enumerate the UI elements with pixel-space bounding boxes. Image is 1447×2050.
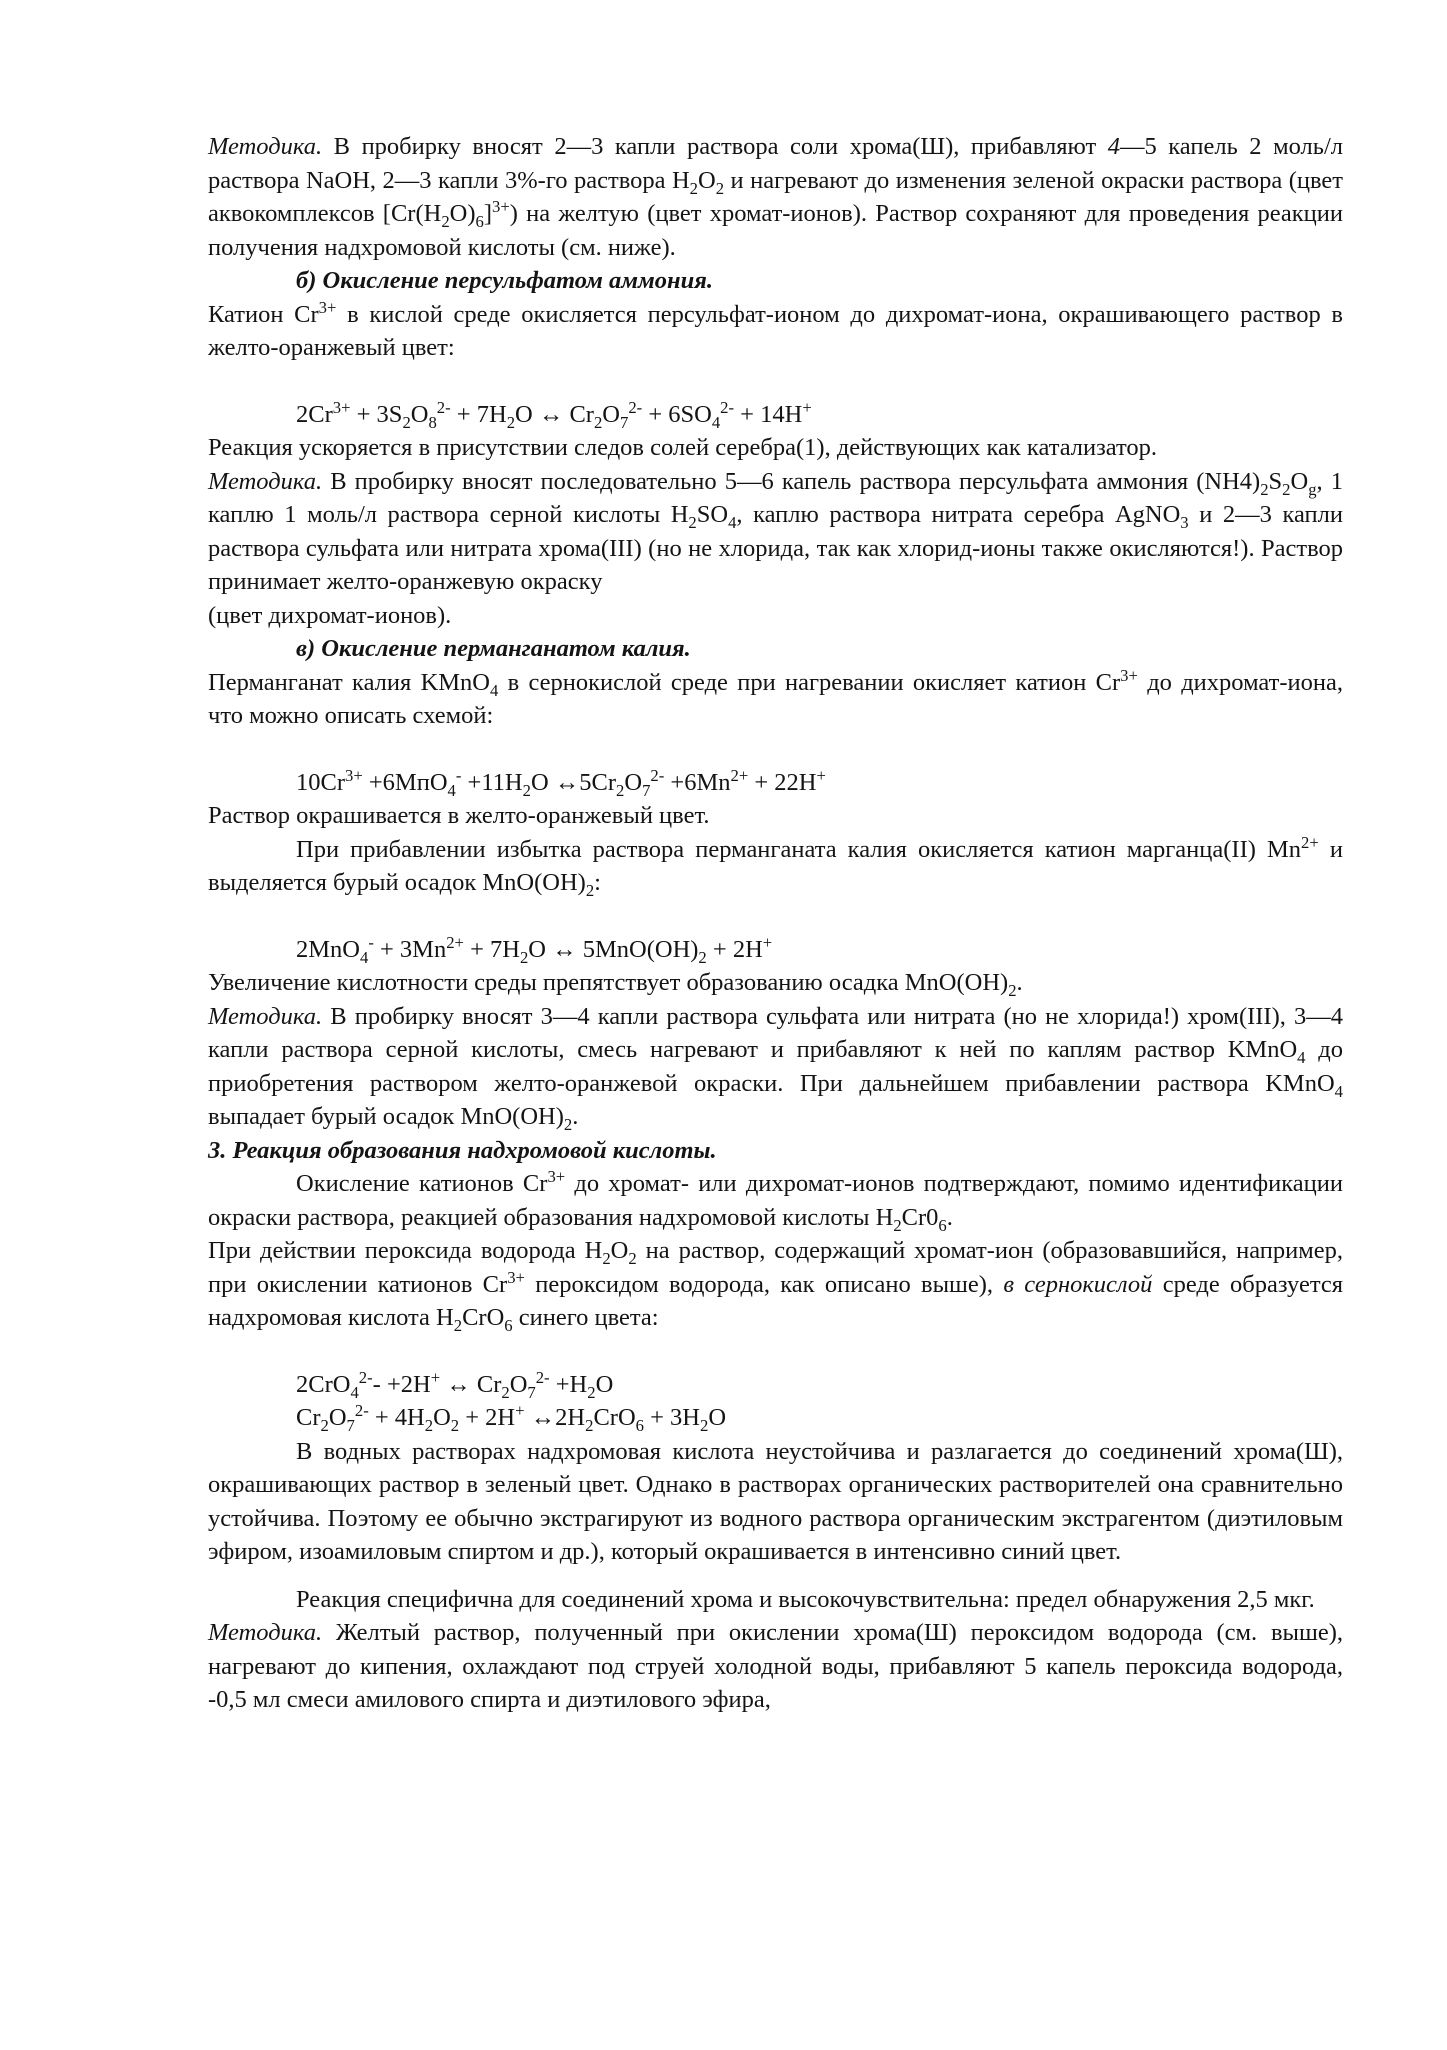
text-run: Реакция специфична для соединений хрома и высокочувствительна: предел обнаружения 2,5 мкг. — [296, 1585, 1315, 1613]
text-run: O — [410, 400, 429, 428]
text-run: O — [610, 1237, 629, 1264]
subscript: 2 — [585, 1415, 594, 1435]
text-run: + 4H — [368, 1404, 425, 1431]
superscript: - — [455, 765, 462, 785]
superscript: + — [802, 397, 812, 417]
text-run: —5 капель 2 моль/л раствора NaOH, 2—3 капли 3%-го раствора H — [208, 133, 1343, 194]
text-run: Окисление катионов Cr — [296, 1170, 548, 1197]
text-run: , каплю раствора нитрата серебра AgNO — [736, 501, 1181, 528]
superscript: 2+ — [1301, 832, 1319, 852]
paragraph — [208, 666, 1343, 733]
superscript: 2+ — [730, 765, 749, 785]
text-run: на раствор, содержащий хромат-ион (образовавшийся, например, при окислении катионов Cr — [208, 1237, 1343, 1298]
superscript: + — [762, 932, 773, 952]
text-run: среде образуется надхромовая кислота H — [208, 1270, 1343, 1331]
subscript: 2 — [320, 1415, 329, 1435]
text-run: Cr — [296, 1404, 321, 1431]
text-run: . — [1016, 969, 1023, 996]
subscript: 2 — [602, 1248, 611, 1268]
text-run: + 3Mn — [373, 935, 447, 963]
text-run: (цвет дихромат-ионов). — [208, 601, 452, 629]
text-run: синего цвета: — [512, 1304, 659, 1331]
text-run: до дихромат-иона, что можно описать схемой: — [208, 668, 1343, 729]
superscript: 2+ — [446, 932, 464, 952]
superscript: 3+ — [332, 397, 351, 417]
superscript: + — [816, 765, 826, 785]
text-run: до хромат- или дихромат-ионов подтверждают, помимо идентификации окраски раствора, реакцией образования надхромовой кислоты H — [208, 1170, 1343, 1231]
text-run: 10Cr — [296, 768, 345, 796]
text-run: до приобретения раствором желто-оранжевой окраски. При дальнейшем прибавлении раствора KMnO — [208, 1036, 1343, 1097]
text-run: O — [602, 400, 620, 428]
text-run: +H — [549, 1370, 588, 1398]
superscript: 2- — [358, 1367, 373, 1387]
subscript: 6 — [635, 1415, 644, 1435]
subscript: 2 — [563, 1114, 573, 1134]
subscript: 2 — [1260, 479, 1269, 499]
subscript: 4 — [711, 412, 721, 432]
subscript: 7 — [527, 1382, 536, 1402]
text-run: O — [1290, 467, 1309, 495]
subscript: 2 — [453, 1315, 463, 1335]
text-run: S — [1268, 467, 1283, 495]
subscript: 2 — [519, 947, 529, 967]
text-run: +11H — [461, 768, 523, 796]
paragraph — [208, 799, 1343, 833]
subscript: 4 — [447, 780, 456, 800]
text-run: и нагревают до изменения зеленой окраски раствора (цвет аквокомплексов [Cr(H — [208, 166, 1343, 227]
subscript: 2 — [506, 412, 516, 432]
text-run: В пробирку вносят последовательно 5—6 капель раствора персульфата аммония (NH4) — [322, 467, 1261, 495]
text-run: : — [594, 869, 601, 896]
paragraph — [208, 1583, 1343, 1617]
text-run: O — [433, 1404, 451, 1431]
section-heading — [208, 632, 1343, 666]
text-run: При прибавлении избытка раствора перманганата калия окисляется катион марганца(II) Mn — [296, 835, 1302, 863]
text-run: , 1 каплю 1 моль/л раствора серной кислоты H — [208, 467, 1343, 528]
text-run: Раствор окрашивается в желто-оранжевый цвет. — [208, 802, 710, 829]
text-run: 2CrO — [296, 1370, 351, 1398]
text-run: - +2H — [372, 1370, 431, 1398]
text-run: в кислой среде окисляется персульфат-ионом до дихромат-иона, окрашивающего раствор в желто-оранжевый цвет: — [208, 300, 1343, 361]
paragraph — [208, 966, 1343, 1000]
equation — [208, 1368, 1343, 1402]
text-run: O — [624, 768, 643, 796]
superscript: 2- — [628, 397, 643, 417]
text-run: O ↔ Cr — [515, 400, 594, 428]
superscript: 3+ — [492, 196, 510, 216]
text-run: Методика. — [208, 467, 323, 495]
spacer — [208, 1335, 1343, 1368]
text-run: Перманганат калия KMnO — [208, 668, 490, 696]
subscript: 8 — [428, 412, 437, 432]
subscript: 2 — [587, 1382, 596, 1402]
subscript: 2 — [616, 780, 625, 800]
text-run: O ↔5Cr — [530, 768, 617, 796]
text-run: O — [595, 1370, 614, 1398]
text-run: в) Окисление перманганатом калия. — [296, 635, 691, 662]
subscript: 6 — [938, 1215, 947, 1235]
subscript: 3 — [1180, 512, 1189, 532]
equation — [208, 766, 1343, 800]
spacer — [208, 1569, 1343, 1583]
text-run: . — [572, 1103, 579, 1130]
subscript: 2 — [402, 412, 411, 432]
subscript: 2 — [1282, 479, 1291, 499]
equation — [208, 1401, 1343, 1435]
text-run: SO — [696, 501, 729, 528]
paragraph — [208, 1435, 1343, 1569]
subscript: 2 — [441, 211, 450, 231]
subscript: 2 — [628, 1248, 637, 1268]
text-run: б) Окисление персульфатом аммония. — [296, 267, 714, 294]
subscript: 4 — [1334, 1081, 1343, 1101]
subscript: 7 — [346, 1415, 355, 1435]
subscript: 4 — [359, 947, 369, 967]
subscript: 6 — [504, 1315, 513, 1335]
text-run: ↔ Cr — [440, 1370, 502, 1398]
superscript: 2- — [436, 397, 451, 417]
text-run: + 14H — [734, 400, 803, 428]
subscript: 2 — [501, 1382, 510, 1402]
spacer — [208, 733, 1343, 766]
superscript: 2- — [720, 397, 735, 417]
section-heading — [208, 264, 1343, 298]
subscript: 2 — [893, 1215, 902, 1235]
text-run: 2Cr — [296, 400, 333, 428]
text-run: и 2—3 капли раствора сульфата или нитрата хрома(III) (но не хлорида, так как хлорид-ионы также окисляются!). Раствор принимает желто-оранжевую окраску — [208, 501, 1343, 595]
subscript: 7 — [620, 412, 629, 432]
text-run: В пробирку вносят 3—4 капли раствора сульфата или нитрата (но не хлорида!) хром(III), 3—4 капли раствора серной кислоты, смесь нагревают и прибавляют к ней по каплям раствор KMnO — [208, 1002, 1343, 1063]
subscript: 2 — [593, 412, 603, 432]
text-run: Методика. — [208, 1619, 323, 1646]
superscript: 2- — [650, 765, 665, 785]
paragraph — [208, 431, 1343, 465]
text-run: Желтый раствор, полученный при окислении хрома(Ш) пероксидом водорода (см. выше), нагревают до кипения, охлаждают под струей холодной воды, прибавляют 5 капель пероксида водорода, -0,5 мл смеси амилового спирта и диэтилового эфира, — [208, 1619, 1343, 1713]
text-run: 2MnO — [296, 935, 360, 963]
text-run: + 2H — [459, 1404, 516, 1431]
paragraph — [208, 1234, 1343, 1335]
text-run: + 7H — [450, 400, 507, 428]
text-run: В пробирку вносят 2—3 капли раствора соли хрома(Ш), прибавляют — [322, 133, 1108, 160]
text-run: Реакция ускоряется в присутствии следов солей серебра(1), действующих как катализатор. — [208, 434, 1158, 461]
section-heading — [208, 1134, 1343, 1168]
text-run: 3. Реакция образования надхромовой кислоты. — [208, 1136, 717, 1164]
text-run: выпадает бурый осадок MnO(OH) — [208, 1103, 564, 1130]
text-run: O) — [449, 200, 476, 227]
superscript: 2- — [535, 1367, 550, 1387]
subscript: 4 — [728, 512, 737, 532]
text-run: Методика. — [208, 1002, 323, 1030]
text-run: Увеличение кислотности среды препятствует образованию осадка MnO(OH) — [208, 969, 1009, 996]
equation — [208, 933, 1343, 967]
text-run: 4 — [1107, 133, 1120, 160]
superscript: + — [515, 1400, 525, 1420]
text-run: + 3H — [643, 1404, 700, 1431]
superscript: 3+ — [547, 1166, 566, 1186]
text-run: CrO — [462, 1304, 505, 1331]
text-run: Методика. — [208, 133, 323, 160]
subscript: 2 — [688, 512, 697, 532]
text-run: Cr0 — [901, 1203, 939, 1231]
subscript: 2 — [585, 880, 595, 900]
text-run: + 3S — [350, 400, 403, 428]
superscript: 3+ — [318, 297, 337, 317]
subscript: 2 — [1008, 980, 1017, 1000]
text-run: Катион Cr — [208, 300, 319, 328]
text-run: . — [946, 1203, 953, 1231]
text-run: ) на желтую (цвет хромат-ионов). Раствор сохраняют для проведения реакции получения надхромовой кислоты (см. ниже). — [208, 200, 1343, 261]
text-run: в сернокислой среде при нагревании окисляет катион Cr — [498, 668, 1121, 696]
equation — [208, 398, 1343, 432]
text-run: в сернокислой — [1003, 1270, 1153, 1298]
spacer — [208, 900, 1343, 933]
text-run: + 7H — [463, 935, 520, 963]
text-run: ↔2H — [524, 1404, 586, 1431]
superscript: + — [430, 1367, 441, 1387]
text-run: O — [509, 1370, 528, 1398]
text-run: O — [697, 166, 716, 194]
text-run: + 6SO — [642, 400, 712, 428]
subscript: 2 — [522, 780, 531, 800]
text-run: При действии пероксида водорода H — [208, 1237, 603, 1264]
paragraph — [208, 130, 1343, 264]
text-run: В водных растворах надхромовая кислота неустойчива и разлагается до соединений хрома(Ш), окрашивающих раствор в зеленый цвет. Однако в растворах органических растворителей она сравнительно устойчива. Поэтому ее обычно экстрагируют из водного раствора органическим экстрагентом (диэтиловым эфиром, изоамиловым спиртом и др.), который окрашивается в интенсивно синий цвет. — [208, 1437, 1343, 1565]
text-run: + 22H — [748, 768, 817, 796]
subscript: 2 — [699, 1415, 709, 1435]
text-run: +6Mn — [664, 768, 731, 796]
paragraph — [208, 599, 1343, 633]
paragraph — [208, 298, 1343, 365]
text-run: ] — [483, 200, 492, 227]
text-run: пероксидом водорода, как описано выше), — [524, 1270, 1004, 1298]
subscript: 4 — [1297, 1047, 1306, 1067]
spacer — [208, 365, 1343, 398]
subscript: g — [1308, 479, 1317, 499]
subscript: 2 — [698, 947, 707, 967]
subscript: 4 — [350, 1382, 359, 1402]
superscript: 3+ — [1120, 665, 1138, 685]
subscript: 6 — [475, 211, 484, 231]
text-run: и выделяется бурый осадок MnO(OH) — [208, 835, 1343, 896]
text-run: O — [708, 1404, 727, 1431]
subscript: 2 — [424, 1415, 434, 1435]
document-page — [208, 130, 1343, 1717]
superscript: - — [368, 932, 374, 952]
paragraph — [208, 465, 1343, 599]
subscript: 2 — [715, 178, 725, 198]
subscript: 2 — [450, 1415, 460, 1435]
paragraph — [208, 1000, 1343, 1134]
superscript: 3+ — [507, 1267, 525, 1287]
paragraph — [208, 1616, 1343, 1717]
text-run: + 2H — [706, 935, 763, 963]
subscript: 2 — [689, 178, 698, 198]
paragraph — [208, 1167, 1343, 1234]
text-run: O ↔ 5MnO(OH) — [528, 935, 699, 963]
subscript: 4 — [490, 680, 499, 700]
subscript: 7 — [642, 780, 651, 800]
superscript: 3+ — [345, 765, 363, 785]
superscript: 2- — [354, 1400, 369, 1420]
paragraph — [208, 833, 1343, 900]
text-run: CrO — [593, 1404, 636, 1431]
text-run: O — [328, 1404, 347, 1431]
text-run: +6MпO — [362, 768, 448, 796]
